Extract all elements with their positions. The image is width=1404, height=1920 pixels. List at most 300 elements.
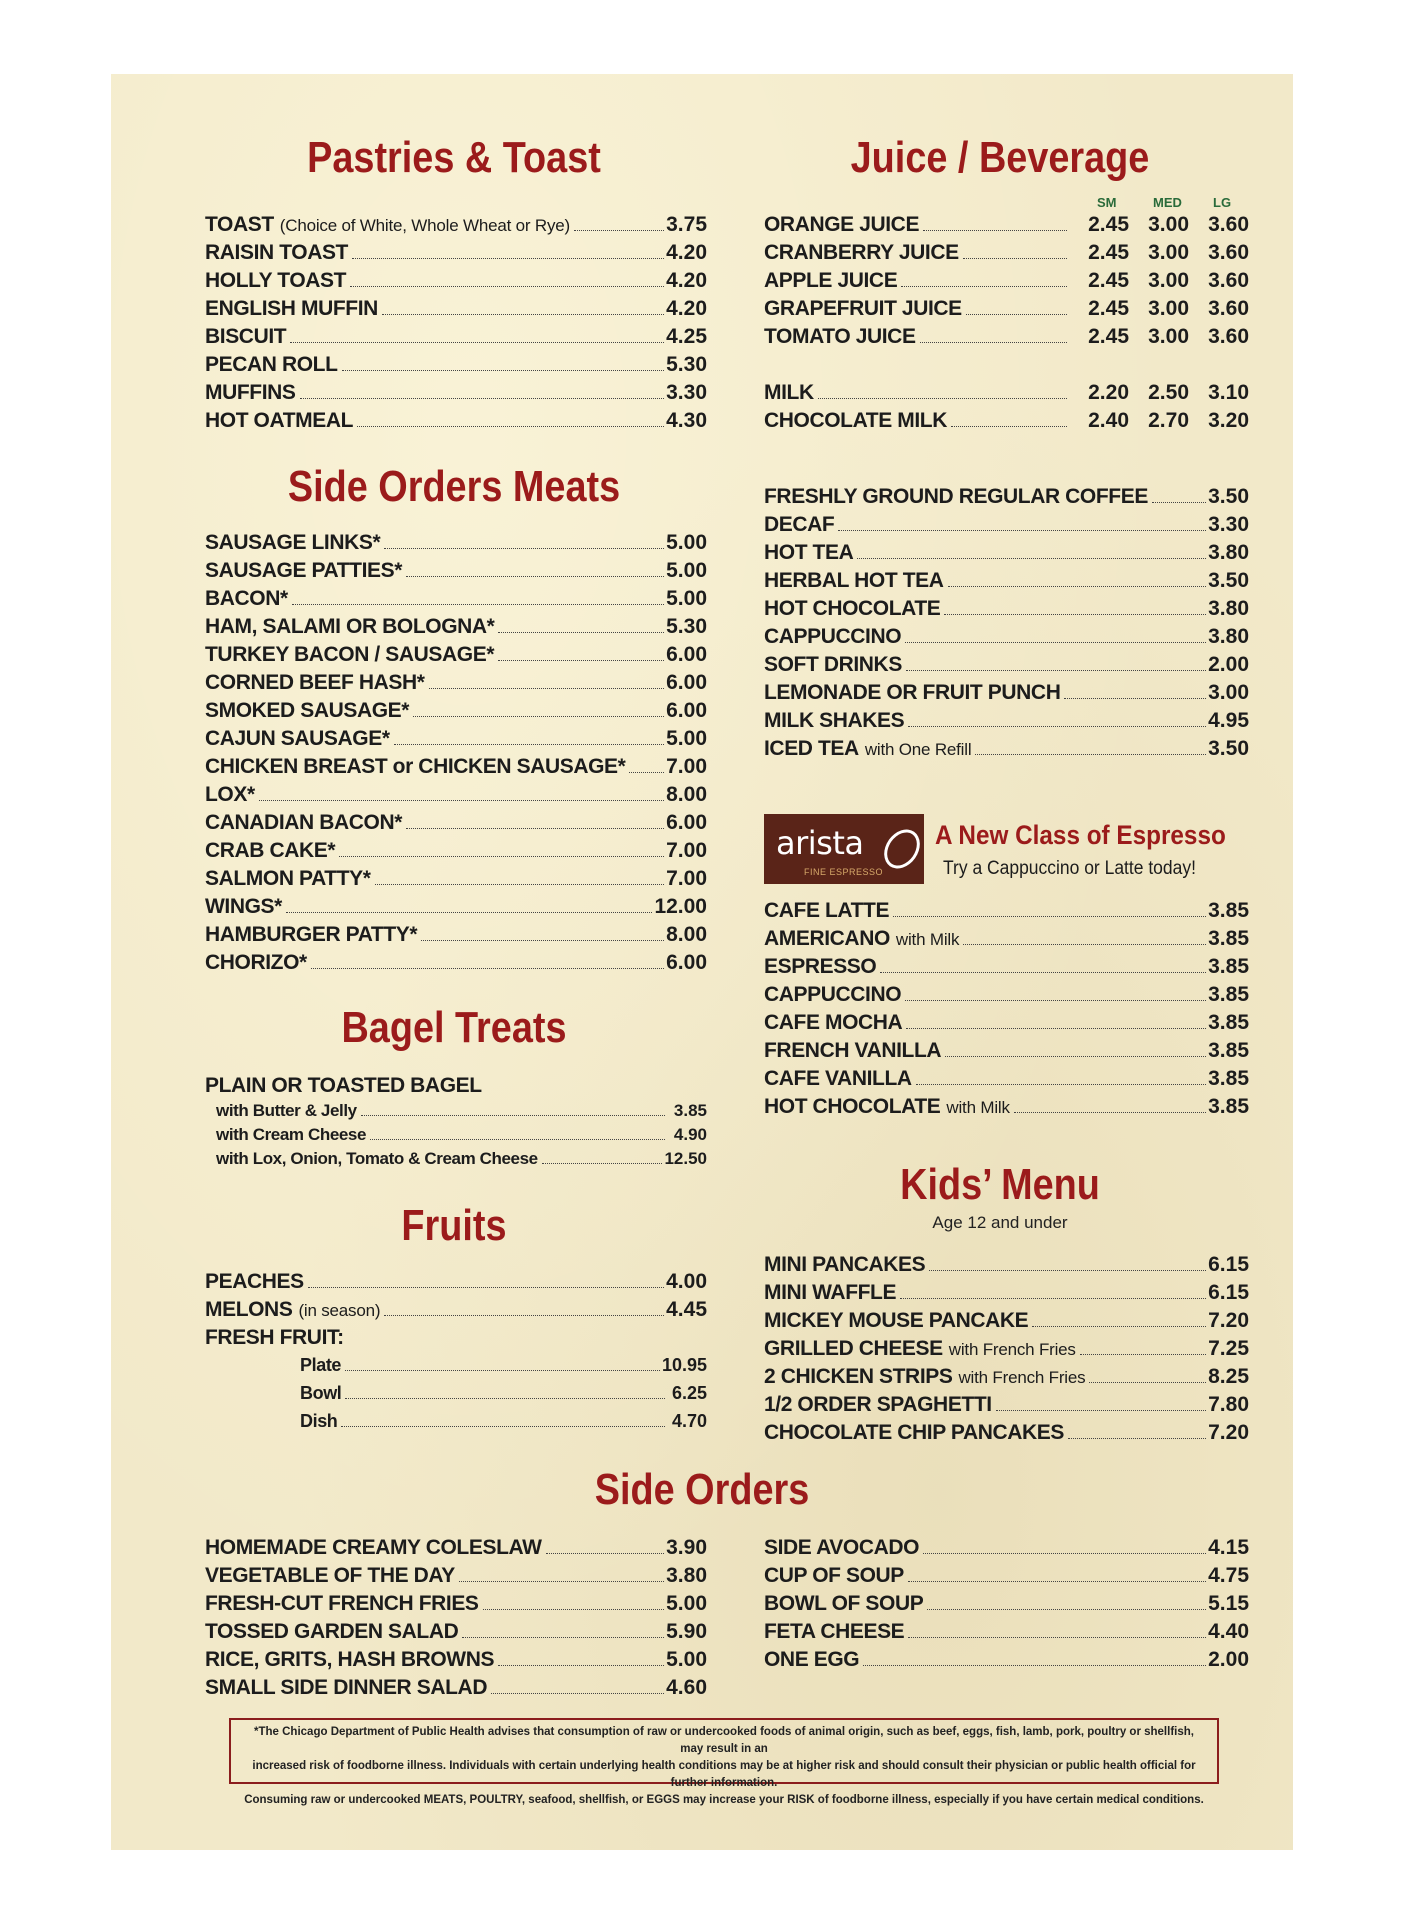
coffee-item-name: ICED TEA: [764, 737, 859, 760]
leader-dots: [996, 1410, 1206, 1411]
side-order-item-name: BOWL OF SOUP: [764, 1592, 924, 1615]
side-order-item: [205, 1676, 707, 1702]
price-lg: 3.10: [1208, 381, 1249, 404]
coffee-item-price: 3.80: [1208, 597, 1249, 620]
leader-dots: [345, 1370, 660, 1371]
pastry-item: [205, 353, 707, 379]
price-lg: 3.60: [1208, 297, 1249, 320]
bagel-item-name: with Lox, Onion, Tomato & Cream Cheese: [216, 1149, 538, 1168]
side-order-item-price: 3.90: [666, 1536, 707, 1559]
pastry-item-name: HOT OATMEAL: [205, 409, 354, 432]
meat-item-name: LOX*: [205, 783, 255, 806]
leader-dots: [927, 1609, 1206, 1610]
leader-dots: [286, 912, 653, 913]
pastry-item-name: ENGLISH MUFFIN: [205, 297, 378, 320]
leader-dots: [920, 342, 1067, 343]
kids-item-name: 2 CHICKEN STRIPS: [764, 1365, 953, 1388]
coffee-item: [764, 737, 1249, 763]
price-sm: 2.40: [1088, 409, 1129, 432]
meat-item-name: SAUSAGE LINKS*: [205, 531, 381, 554]
meat-item: [205, 671, 707, 697]
meat-item-name: CRAB CAKE*: [205, 839, 336, 862]
side-order-item: [205, 1564, 707, 1590]
price-med: 3.00: [1148, 325, 1189, 348]
fresh-fruit-item-price: 6.25: [671, 1383, 707, 1403]
leader-dots: [901, 286, 1067, 287]
side-order-item: [764, 1620, 1249, 1646]
bagel-item: [216, 1125, 707, 1151]
pastry-item: [205, 241, 707, 267]
size-header-lg: LG: [1213, 195, 1232, 210]
pastry-item-price: 4.20: [666, 297, 707, 320]
kids-item-price: 7.80: [1208, 1393, 1249, 1416]
pastry-item-name: PECAN ROLL: [205, 353, 338, 376]
meat-item: [205, 699, 707, 725]
section-title-kids: Kids’ Menu: [900, 1160, 1100, 1209]
bagel-item-name: with Cream Cheese: [216, 1125, 367, 1144]
side-order-item: [205, 1648, 707, 1674]
espresso-item-price: 3.85: [1208, 1067, 1249, 1090]
leader-dots: [893, 916, 1206, 917]
leader-dots: [350, 286, 664, 287]
coffee-item: [764, 569, 1249, 595]
kids-item-name: MICKEY MOUSE PANCAKE: [764, 1309, 1029, 1332]
espresso-item-price: 3.85: [1208, 1095, 1249, 1118]
leader-dots: [429, 688, 665, 689]
side-order-item-name: TOSSED GARDEN SALAD: [205, 1620, 459, 1643]
arista-logo-tag: FINE ESPRESSO: [804, 867, 884, 877]
fresh-fruit-item-price: 10.95: [661, 1355, 707, 1375]
meat-item: [205, 951, 707, 977]
price-med: 3.00: [1148, 241, 1189, 264]
pastry-item: [205, 409, 707, 435]
price-lg: 3.60: [1208, 213, 1249, 236]
pastry-item-price: 4.30: [666, 409, 707, 432]
side-order-item-price: 5.00: [666, 1648, 707, 1671]
juice-item: [764, 213, 1249, 239]
side-order-item-name: FRESH-CUT FRENCH FRIES: [205, 1592, 479, 1615]
meat-item-price: 7.00: [666, 755, 707, 778]
coffee-item: [764, 485, 1249, 511]
coffee-item-note: with One Refill: [864, 740, 972, 759]
espresso-item-price: 3.85: [1208, 927, 1249, 950]
side-order-item-name: CUP OF SOUP: [764, 1564, 904, 1587]
coffee-item-price: 3.80: [1208, 541, 1249, 564]
side-order-item-name: VEGETABLE OF THE DAY: [205, 1564, 455, 1587]
kids-item-note: with French Fries: [948, 1340, 1076, 1359]
health-notice: [229, 1718, 1219, 1806]
milk-item: [764, 381, 1249, 407]
coffee-item-name: FRESHLY GROUND REGULAR COFFEE: [764, 485, 1148, 508]
leader-dots: [483, 1609, 665, 1610]
leader-dots: [491, 1693, 664, 1694]
leader-dots: [905, 1000, 1206, 1001]
meat-item-price: 6.00: [666, 671, 707, 694]
leader-dots: [1080, 1354, 1206, 1355]
juice-item-name: ORANGE JUICE: [764, 213, 920, 236]
coffee-item-price: 2.00: [1208, 653, 1249, 676]
leader-dots: [394, 744, 665, 745]
espresso-item-name: CAFE VANILLA: [764, 1067, 912, 1090]
pastry-item-price: 4.25: [666, 325, 707, 348]
leader-dots: [406, 828, 664, 829]
meat-item-name: CANADIAN BACON*: [205, 811, 402, 834]
juice-item-name: APPLE JUICE: [764, 269, 898, 292]
meat-item-price: 5.00: [666, 727, 707, 750]
kids-item: [764, 1421, 1249, 1447]
coffee-item-price: 3.00: [1208, 681, 1249, 704]
pastry-item-price: 5.30: [666, 353, 707, 376]
espresso-item-name: FRENCH VANILLA: [764, 1039, 942, 1062]
espresso-item: [764, 1039, 1249, 1065]
kids-item-name: GRILLED CHEESE: [764, 1337, 943, 1360]
milk-item-name: MILK: [764, 381, 814, 404]
leader-dots: [944, 614, 1206, 615]
leader-dots: [300, 398, 665, 399]
leader-dots: [498, 1665, 664, 1666]
meat-item: [205, 867, 707, 893]
coffee-item-price: 4.95: [1208, 709, 1249, 732]
coffee-item-name: HERBAL HOT TEA: [764, 569, 944, 592]
kids-item: [764, 1337, 1249, 1363]
size-header-sm: SM: [1097, 195, 1117, 210]
espresso-item: [764, 983, 1249, 1009]
leader-dots: [975, 754, 1206, 755]
leader-dots: [863, 1665, 1206, 1666]
side-order-item: [205, 1592, 707, 1618]
coffee-item-price: 3.50: [1208, 569, 1249, 592]
leader-dots: [574, 230, 664, 231]
meat-item-name: CHORIZO*: [205, 951, 307, 974]
kids-item-price: 6.15: [1208, 1253, 1249, 1276]
kids-item: [764, 1309, 1249, 1335]
leader-dots: [382, 314, 664, 315]
pastry-item-price: 3.30: [666, 381, 707, 404]
health-notice-line-3: Consuming raw or undercooked MEATS, POULTRY, seafood, shellfish, or EGGS may increase your RISK of foodborne illness, especially if you have certain medical conditions.: [244, 1794, 1204, 1806]
side-order-item-name: SMALL SIDE DINNER SALAD: [205, 1676, 488, 1699]
meat-item: [205, 755, 707, 781]
leader-dots: [498, 660, 664, 661]
meat-item-name: CAJUN SAUSAGE*: [205, 727, 390, 750]
meat-item: [205, 783, 707, 809]
espresso-item-price: 3.85: [1208, 1039, 1249, 1062]
meat-item-price: 5.30: [666, 615, 707, 638]
side-order-item-name: RICE, GRITS, HASH BROWNS: [205, 1648, 495, 1671]
espresso-item: [764, 899, 1249, 925]
kids-item-name: CHOCOLATE CHIP PANCAKES: [764, 1421, 1064, 1444]
price-lg: 3.60: [1208, 269, 1249, 292]
bagel-item: [216, 1149, 707, 1175]
leader-dots: [413, 716, 664, 717]
bagel-item: [216, 1101, 707, 1127]
coffee-item: [764, 653, 1249, 679]
section-title-juice: Juice / Beverage: [850, 133, 1150, 182]
leader-dots: [462, 1637, 664, 1638]
meat-item-name: TURKEY BACON / SAUSAGE*: [205, 643, 495, 666]
leader-dots: [345, 1398, 665, 1399]
meat-item-price: 8.00: [666, 783, 707, 806]
pastry-item-name: HOLLY TOAST: [205, 269, 347, 292]
meat-item: [205, 531, 707, 557]
leader-dots: [375, 884, 665, 885]
pastry-item-note: (Choice of White, Whole Wheat or Rye): [279, 216, 570, 235]
leader-dots: [963, 258, 1067, 259]
coffee-item-price: 3.50: [1208, 737, 1249, 760]
espresso-item-note: with Milk: [895, 930, 960, 949]
juice-item: [764, 325, 1249, 351]
leader-dots: [384, 1315, 664, 1316]
kids-item-name: 1/2 ORDER SPAGHETTI: [764, 1393, 992, 1416]
meat-item: [205, 643, 707, 669]
leader-dots: [542, 1163, 663, 1164]
leader-dots: [361, 1115, 665, 1116]
espresso-item: [764, 1067, 1249, 1093]
leader-dots: [818, 398, 1067, 399]
fruit-item-note: (in season): [298, 1301, 381, 1320]
section-title-fruits: Fruits: [401, 1201, 507, 1250]
fruit-item: [205, 1298, 707, 1324]
kids-item: [764, 1253, 1249, 1279]
espresso-item-price: 3.85: [1208, 983, 1249, 1006]
arista-logo-word: arista: [776, 824, 864, 862]
meat-item-price: 5.00: [666, 559, 707, 582]
leader-dots: [311, 968, 664, 969]
meat-item: [205, 839, 707, 865]
side-order-item: [205, 1536, 707, 1562]
leader-dots: [916, 1084, 1206, 1085]
leader-dots: [951, 426, 1067, 427]
price-lg: 3.60: [1208, 325, 1249, 348]
pastry-item: [205, 381, 707, 407]
side-order-item-name: HOMEMADE CREAMY COLESLAW: [205, 1536, 542, 1559]
fresh-fruit-item: [300, 1411, 707, 1437]
meat-item-price: 7.00: [666, 839, 707, 862]
side-order-item: [764, 1536, 1249, 1562]
juice-item-name: TOMATO JUICE: [764, 325, 916, 348]
espresso-item-name: AMERICANO: [764, 927, 890, 950]
leader-dots: [1152, 502, 1206, 503]
leader-dots: [290, 342, 664, 343]
price-med: 3.00: [1148, 213, 1189, 236]
meat-item: [205, 895, 707, 921]
espresso-item-name: CAPPUCCINO: [764, 983, 902, 1006]
coffee-item: [764, 541, 1249, 567]
coffee-item-name: CAPPUCCINO: [764, 625, 902, 648]
side-order-item: [205, 1620, 707, 1646]
fresh-fruit-item: [300, 1355, 707, 1381]
fruit-item-name: PEACHES: [205, 1270, 304, 1293]
pastry-item-price: 4.20: [666, 269, 707, 292]
leader-dots: [292, 604, 664, 605]
section-title-meats: Side Orders Meats: [287, 462, 621, 511]
kids-item-name: MINI WAFFLE: [764, 1281, 897, 1304]
meat-item-name: HAM, SALAMI OR BOLOGNA*: [205, 615, 495, 638]
leader-dots: [259, 800, 664, 801]
leader-dots: [929, 1270, 1206, 1271]
kids-item-price: 7.20: [1208, 1309, 1249, 1332]
meat-item-name: WINGS*: [205, 895, 282, 918]
side-order-item-price: 2.00: [1208, 1648, 1249, 1671]
price-lg: 3.60: [1208, 241, 1249, 264]
juice-item: [764, 269, 1249, 295]
meat-item-price: 7.00: [666, 867, 707, 890]
side-order-item-price: 3.80: [666, 1564, 707, 1587]
juice-item-name: CRANBERRY JUICE: [764, 241, 959, 264]
kids-item: [764, 1365, 1249, 1391]
leader-dots: [948, 586, 1207, 587]
arista-logo: [764, 814, 924, 884]
meat-item-price: 5.00: [666, 587, 707, 610]
espresso-item: [764, 1011, 1249, 1037]
leader-dots: [459, 1581, 664, 1582]
fresh-fruit-item-name: Dish: [300, 1411, 338, 1431]
leader-dots: [384, 548, 664, 549]
meat-item-name: CHICKEN BREAST or CHICKEN SAUSAGE*: [205, 755, 626, 778]
meat-item-name: SMOKED SAUSAGE*: [205, 699, 410, 722]
price-sm: 2.45: [1088, 241, 1129, 264]
kids-item-note: with French Fries: [958, 1368, 1086, 1387]
meat-item: [205, 811, 707, 837]
meat-item-price: 6.00: [666, 643, 707, 666]
espresso-item-price: 3.85: [1208, 1011, 1249, 1034]
pastry-item: [205, 269, 707, 295]
price-sm: 2.45: [1088, 325, 1129, 348]
price-lg: 3.20: [1208, 409, 1249, 432]
bagel-item-price: 12.50: [664, 1149, 707, 1168]
espresso-item: [764, 1095, 1249, 1121]
kids-item-price: 8.25: [1208, 1365, 1249, 1388]
side-order-item-price: 5.15: [1208, 1592, 1249, 1615]
leader-dots: [1032, 1326, 1206, 1327]
fruit-item-price: 4.00: [666, 1270, 707, 1293]
leader-dots: [923, 1553, 1206, 1554]
pastry-item-name: RAISIN TOAST: [205, 241, 348, 264]
leader-dots: [352, 258, 664, 259]
coffee-item: [764, 625, 1249, 651]
juice-item-name: GRAPEFRUIT JUICE: [764, 297, 962, 320]
espresso-item-name: ESPRESSO: [764, 955, 877, 978]
leader-dots: [945, 1056, 1206, 1057]
bagel-item-name: with Butter & Jelly: [216, 1101, 357, 1120]
fresh-fruit-item-name: Bowl: [300, 1383, 342, 1403]
leader-dots: [406, 576, 664, 577]
meat-item-name: SALMON PATTY*: [205, 867, 371, 890]
meat-item-name: CORNED BEEF HASH*: [205, 671, 425, 694]
leader-dots: [421, 940, 664, 941]
meat-item: [205, 559, 707, 585]
side-order-item-price: 4.60: [666, 1676, 707, 1699]
espresso-item-name: HOT CHOCOLATE: [764, 1095, 941, 1118]
size-header-med: MED: [1153, 195, 1182, 210]
meat-item-price: 6.00: [666, 951, 707, 974]
espresso-item-price: 3.85: [1208, 899, 1249, 922]
coffee-item-name: DECAF: [764, 513, 835, 536]
leader-dots: [546, 1553, 665, 1554]
leader-dots: [838, 530, 1206, 531]
espresso-item-name: CAFE LATTE: [764, 899, 890, 922]
leader-dots: [1014, 1112, 1206, 1113]
meat-item-name: HAMBURGER PATTY*: [205, 923, 418, 946]
pastry-item-price: 3.75: [666, 213, 707, 236]
milk-item-name: CHOCOLATE MILK: [764, 409, 947, 432]
leader-dots: [908, 1637, 1206, 1638]
side-order-item: [764, 1648, 1249, 1674]
side-order-item-name: FETA CHEESE: [764, 1620, 905, 1643]
meat-item-name: SAUSAGE PATTIES*: [205, 559, 403, 582]
leader-dots: [900, 1298, 1206, 1299]
pastry-item: [205, 213, 707, 239]
pastry-item-name: BISCUIT: [205, 325, 287, 348]
price-sm: 2.45: [1088, 297, 1129, 320]
bagel-item-price: 3.85: [673, 1101, 707, 1120]
coffee-item-name: SOFT DRINKS: [764, 653, 902, 676]
pastry-item: [205, 297, 707, 323]
side-order-item-price: 5.90: [666, 1620, 707, 1643]
leader-dots: [880, 972, 1206, 973]
juice-item: [764, 241, 1249, 267]
side-order-item: [764, 1592, 1249, 1618]
section-title-side-orders: Side Orders: [594, 1465, 810, 1514]
fresh-fruit-item: [300, 1383, 707, 1409]
leader-dots: [966, 314, 1067, 315]
price-sm: 2.20: [1088, 381, 1129, 404]
fresh-fruit-item-name: Plate: [300, 1355, 342, 1375]
leader-dots: [906, 1028, 1206, 1029]
meat-item: [205, 923, 707, 949]
meat-item-price: 6.00: [666, 699, 707, 722]
kids-subtitle: Age 12 and under: [932, 1213, 1068, 1232]
leader-dots: [963, 944, 1206, 945]
leader-dots: [308, 1287, 664, 1288]
side-order-item-price: 4.40: [1208, 1620, 1249, 1643]
coffee-item-name: MILK SHAKES: [764, 709, 905, 732]
side-order-item: [764, 1564, 1249, 1590]
leader-dots: [1068, 1438, 1206, 1439]
fresh-fruit-item-price: 4.70: [671, 1411, 707, 1431]
leader-dots: [908, 726, 1206, 727]
kids-item-price: 7.25: [1208, 1337, 1249, 1360]
espresso-item-price: 3.85: [1208, 955, 1249, 978]
pastry-item-price: 4.20: [666, 241, 707, 264]
side-order-item-price: 4.75: [1208, 1564, 1249, 1587]
meat-item-price: 8.00: [666, 923, 707, 946]
bagel-heading: PLAIN OR TOASTED BAGEL: [205, 1074, 482, 1097]
meat-item: [205, 587, 707, 613]
meat-item: [205, 615, 707, 641]
pastry-item: [205, 325, 707, 351]
leader-dots: [339, 856, 664, 857]
coffee-item: [764, 597, 1249, 623]
coffee-item-price: 3.80: [1208, 625, 1249, 648]
leader-dots: [342, 370, 665, 371]
fresh-fruit-heading: FRESH FRUIT:: [205, 1326, 344, 1349]
meat-item: [205, 727, 707, 753]
fruit-item: [205, 1270, 707, 1296]
side-order-item-name: SIDE AVOCADO: [764, 1536, 920, 1559]
section-title-pastries: Pastries & Toast: [307, 133, 601, 182]
meat-item-price: 12.00: [654, 895, 707, 918]
arista-tagline: Try a Cappuccino or Latte today!: [943, 858, 1196, 879]
leader-dots: [905, 642, 1206, 643]
pastry-item-name: TOAST: [205, 213, 274, 236]
leader-dots: [498, 632, 664, 633]
bagel-item-price: 4.90: [673, 1125, 707, 1144]
kids-item-price: 6.15: [1208, 1281, 1249, 1304]
kids-item: [764, 1393, 1249, 1419]
price-sm: 2.45: [1088, 269, 1129, 292]
kids-item-price: 7.20: [1208, 1421, 1249, 1444]
coffee-item: [764, 709, 1249, 735]
